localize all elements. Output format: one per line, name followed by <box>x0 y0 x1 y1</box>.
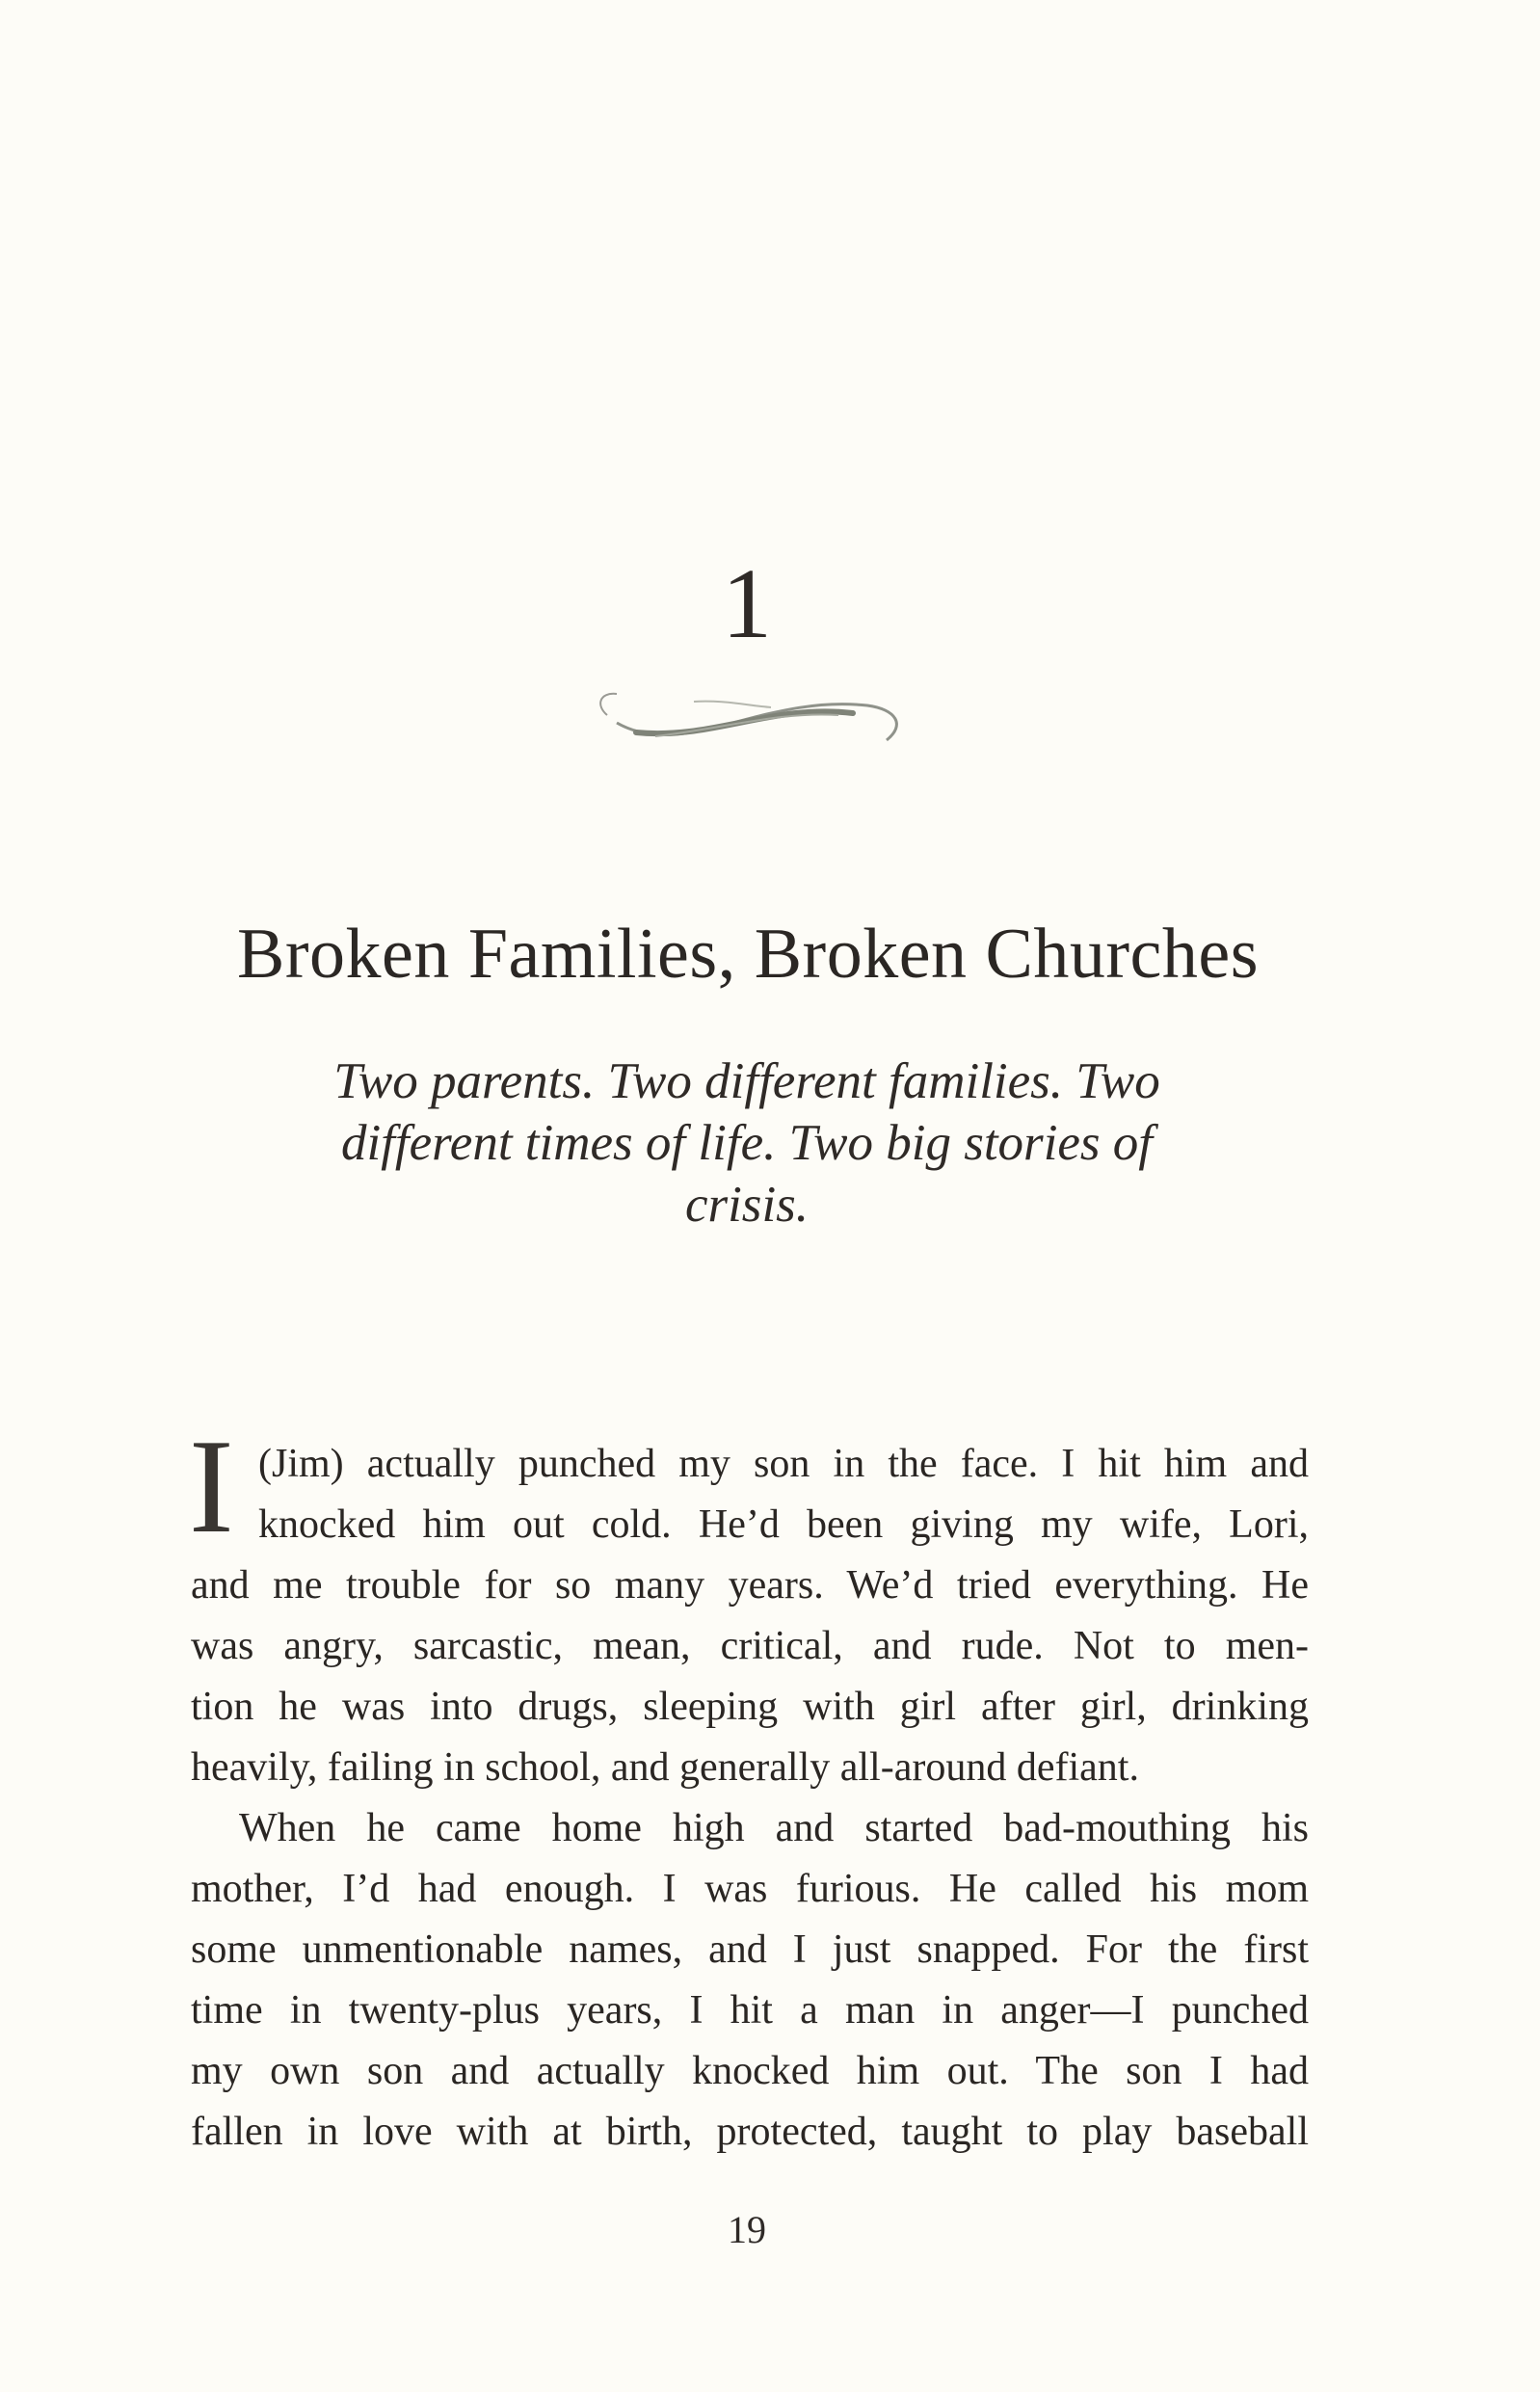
text-line: fallen in love with at birth, protected, taught to play baseball <box>191 2110 1309 2154</box>
chapter-number: 1 <box>722 548 772 659</box>
text-line: mother, I’d had enough. I was furious. He called his mom <box>191 1867 1309 1911</box>
chapter-title: Broken Families, Broken Churches <box>236 915 1260 994</box>
text-line: tion he was into drugs, sleeping with girl after girl, drinking <box>191 1685 1309 1729</box>
text-line: was angry, sarcastic, mean, critical, and rude. Not to men- <box>191 1624 1309 1668</box>
body-text <box>191 1434 1309 2163</box>
text-line: heavily, failing in school, and generally all-around defiant. <box>191 1745 1139 1790</box>
epigraph-line: Two parents. Two different families. Two <box>333 1053 1160 1109</box>
drop-cap: I <box>189 1412 234 1561</box>
text-line: (Jim) actually punched my son in the face. I hit him and <box>258 1442 1309 1486</box>
page-number: 19 <box>728 2208 766 2251</box>
text-line: my own son and actually knocked him out. The son I had <box>191 2049 1309 2093</box>
flourish-ornament-icon <box>578 665 925 761</box>
epigraph-line: different times of life. Two big stories of crisis. <box>340 1115 1154 1233</box>
text-line: knocked him out cold. He’d been giving my wife, Lori, <box>258 1502 1309 1547</box>
text-line: When he came home high and started bad-mouthing his <box>239 1806 1309 1850</box>
text-line: time in twenty-plus years, I hit a man in anger—I punched <box>191 1988 1309 2033</box>
text-line: and me trouble for so many years. We’d tried everything. He <box>191 1563 1309 1608</box>
epigraph <box>289 1050 1205 1236</box>
text-line: some unmentionable names, and I just snapped. For the first <box>191 1927 1309 1972</box>
